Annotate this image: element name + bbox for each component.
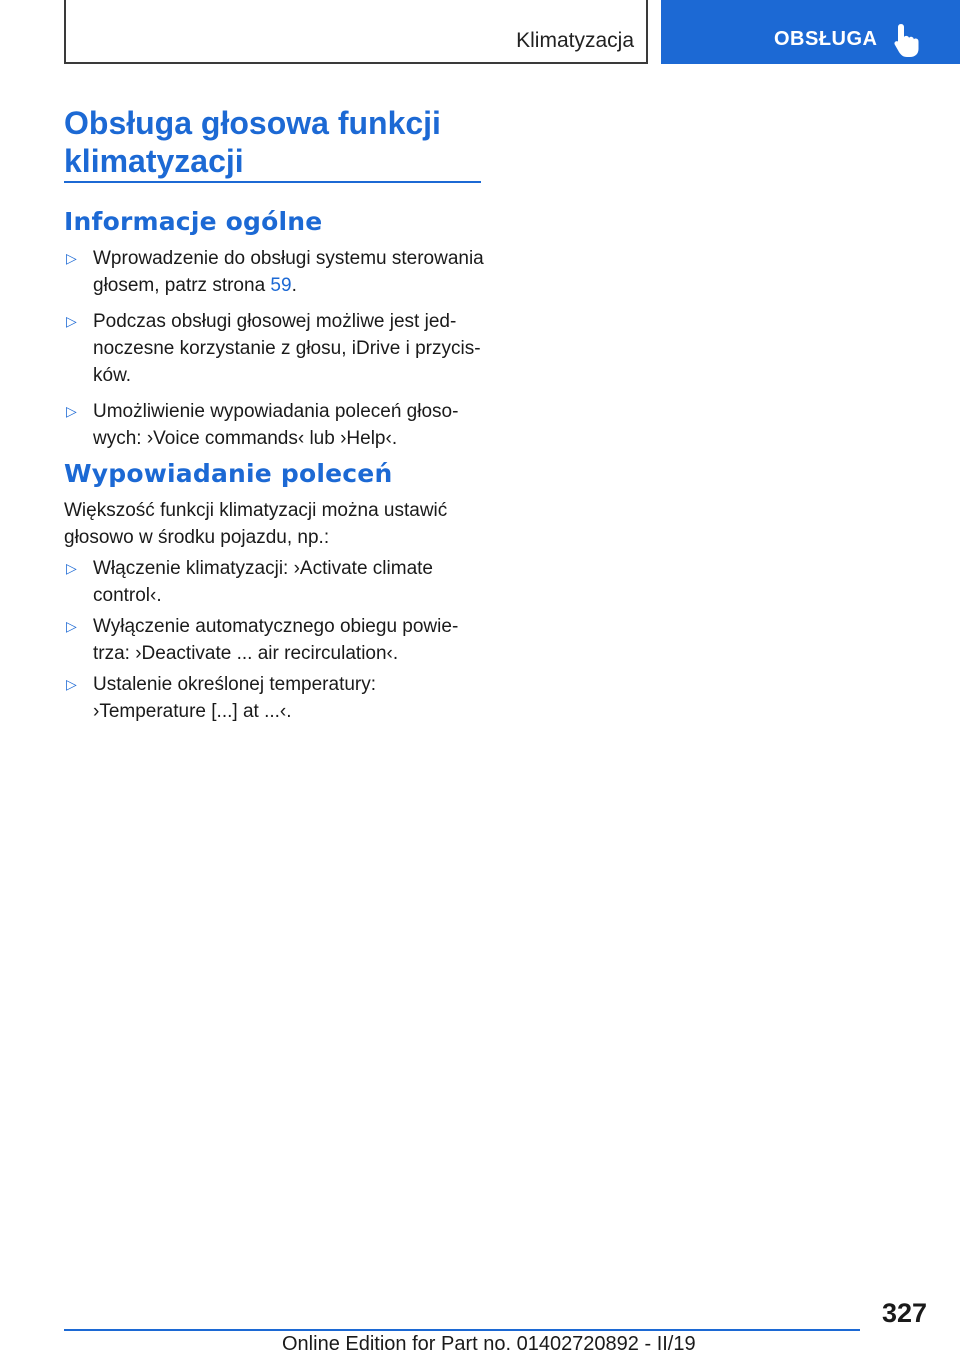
list-item: ▷ Włączenie klimatyzacji: ›Activate climate control‹. — [64, 555, 484, 609]
bullet-triangle-icon: ▷ — [66, 676, 77, 692]
list-item: ▷ Podczas obsługi głosowej możliwe jest jednoczesne korzystanie z głosu, iDrive i przycisków. — [64, 308, 484, 389]
list-item: ▷ Ustalenie określonej temperatury: ›Temperature [...] at ...‹. — [64, 671, 484, 725]
list-item: ▷ Umożliwienie wypowiadania poleceń głosowych: ›Voice commands‹ lub ›Help‹. — [64, 398, 484, 452]
general-info-list — [64, 245, 484, 452]
bullet-triangle-icon: ▷ — [66, 618, 77, 634]
bullet-triangle-icon: ▷ — [66, 560, 77, 576]
header-section-box — [64, 0, 648, 64]
commands-list — [64, 555, 484, 725]
section-intro: Większość funkcji klimatyzacji można ustawić głosowo w środku pojazdu, np.: — [64, 500, 448, 548]
edition-note: Online Edition for Part no. 01402720892 - II/19 — [282, 1333, 696, 1355]
list-item: ▷ Wprowadzenie do obsługi systemu sterowania głosem, patrz strona 59. — [64, 245, 484, 299]
header-section-title: Klimatyzacja — [516, 29, 634, 52]
pointing-hand-icon — [892, 22, 926, 58]
footer-divider — [64, 1329, 860, 1331]
title-divider — [64, 181, 481, 183]
page-number: 327 — [881, 1298, 927, 1328]
section-heading-general: Informacje ogólne — [64, 207, 323, 236]
page-title: Obsługa głosowa funkcji klimatyzacji — [64, 105, 441, 179]
section-heading-commands: Wypowiadanie poleceń — [64, 459, 393, 488]
bullet-triangle-icon: ▷ — [66, 403, 77, 419]
header-tab-obsluga[interactable] — [661, 0, 960, 64]
page-link[interactable]: 59 — [270, 275, 292, 296]
bullet-triangle-icon: ▷ — [66, 250, 77, 266]
bullet-triangle-icon: ▷ — [66, 313, 77, 329]
header-tab-label: OBSŁUGA — [774, 28, 878, 50]
list-item: ▷ Wyłączenie automatycznego obiegu powietrza: ›Deactivate ... air recirculation‹. — [64, 613, 484, 667]
